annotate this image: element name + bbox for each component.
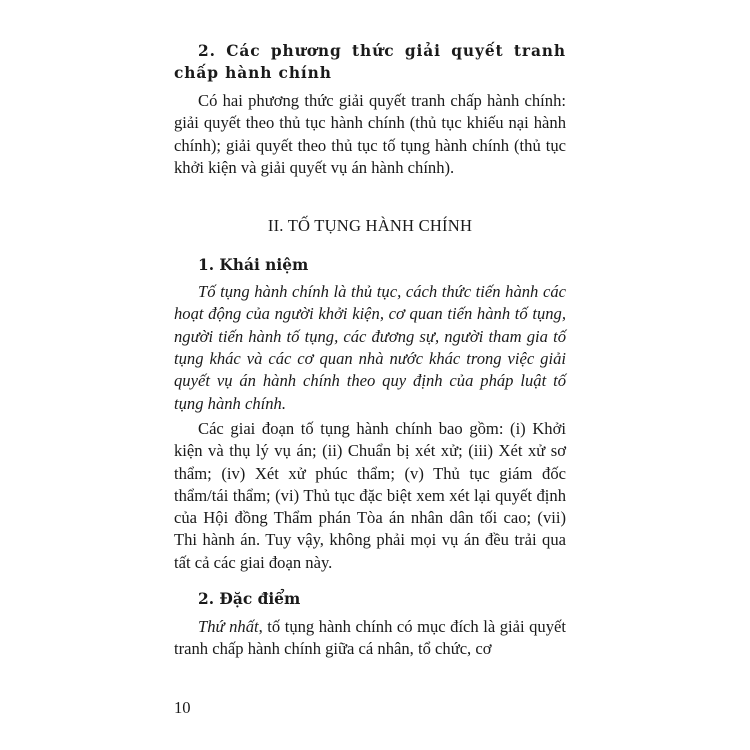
page-number: 10 [174,698,191,717]
stages-paragraph: Các giai đoạn tố tụng hành chính bao gồm: (i) Khởi kiện và thụ lý vụ án; (ii) Chuẩn bị xét xử; (iii) Xét xử sơ thẩm; (iv) Xét xử phúc thẩm; (v) Thủ tục giám đốc thẩm/tái thẩm; (vi) Thủ tục đặc biệt xem xét lại quyết định của Hội đồng Thẩm phán Tòa án nhân dân tối cao; (vii) Thi hành án. Tuy vậy, không phải mọi vụ án đều trải qua tất cả các giai đoạn này. [174,418,566,572]
paragraph-dispute-methods: Có hai phương thức giải quyết tranh chấp hành chính: giải quyết theo thủ tục hành chính (thủ tục khiếu nại hành chính); giải quyết theo thủ tục tố tụng hành chính (thủ tục khởi kiện và giải quyết vụ án hành chính). [174,91,566,177]
subsection-heading-concept: 1. Khái niệm [198,256,309,275]
first-point-lead: Thứ nhất [198,617,259,637]
chapter-title: II. TỐ TỤNG HÀNH CHÍNH [267,216,473,236]
book-page [174,40,566,661]
first-point-text: , tố tụng hành chính có mục đích là giải quyết tranh chấp hành chính giữa cá nhân, tổ chức, cơ [174,617,567,659]
definition-paragraph: Tố tụng hành chính là thủ tục, cách thức tiến hành các hoạt động của người khởi kiện, cơ quan tiến hành tố tụng, người tiến hành tố tụng, các đương sự, người tham gia tố tụng khác và các cơ quan nhà nước khác trong việc giải quyết vụ án hành chính theo quy định của pháp luật tố tụng hành chính. [174,282,566,413]
characteristics-paragraph [174,616,566,661]
section-heading-dispute-methods: 2. Các phương thức giải quyết tranh chấp hành chính [174,42,566,82]
subsection-heading-characteristics: 2. Đặc điểm [198,590,301,609]
